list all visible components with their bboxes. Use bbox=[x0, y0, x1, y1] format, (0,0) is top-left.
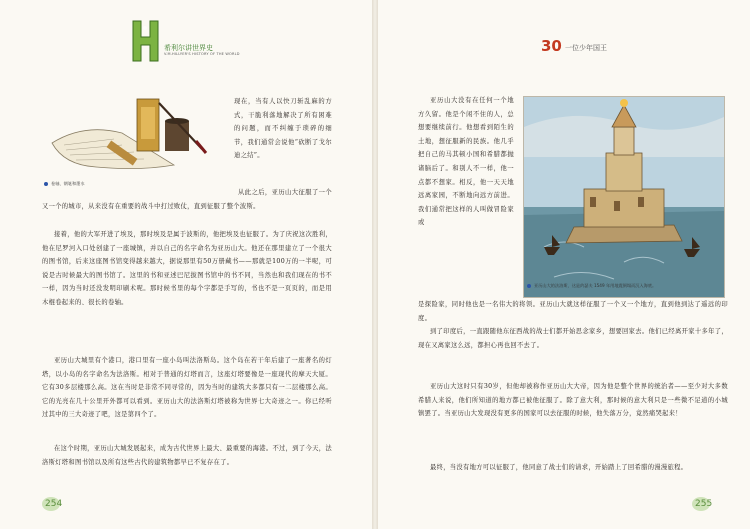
paragraph-3-right: 亚历山大这时只有30岁，但他却被称作亚历山大大帝，因为他是整个世界的统治者——至少对大多数希腊人来说，他们所知道的地方都已被他征服了。除了意大利，那时候的意大利只是一些微不足道的小城镇罢了。当亚历山大发现没有更多的国家可以去征服的时候，他失落万分，竟然痛哭起来！ bbox=[418, 383, 728, 418]
page-number-right: 255 bbox=[695, 499, 713, 509]
series-title: 希利尔讲世界史 bbox=[164, 44, 213, 52]
page-number-left: 254 bbox=[45, 499, 63, 509]
lighthouse-painting bbox=[523, 96, 725, 298]
caption-bullet-icon bbox=[527, 284, 531, 288]
right-page bbox=[378, 0, 750, 529]
chapter-number: 30 bbox=[541, 37, 562, 55]
paragraph-4: 在这个时期，亚历山大城发展起来，成为古代世界上最大、最重要的海港。不过，到了今天，法洛斯灯塔和图书馆以及所有这些古代的建筑物都早已不复存在了。 bbox=[42, 445, 332, 466]
series-logo-h-icon bbox=[131, 19, 161, 63]
paragraph-4-right: 最终，当没有地方可以征服了，他同意了战士们的请求，开始踏上了回希腊的漫漫旅程。 bbox=[430, 464, 688, 471]
paragraph-1-right: 是探险家，同时他也是一名伟大的将领。亚历山大就这样征服了一个又一个地方，直到他到达了遥远的印度。 bbox=[418, 301, 728, 322]
chapter-title: 一位少年国王 bbox=[565, 44, 607, 52]
series-subtitle: V.M.HILLYER'S HISTORY OF THE WORLD bbox=[164, 52, 240, 56]
paragraph-2: 接着，他的大军开进了埃及，那时埃及是属于波斯的，他把埃及也征服了。为了庆祝这次胜利，他在尼罗河入口处创建了一座城镇，并以自己的名字命名为亚历山大。他还在那里建立了一个很大的图书馆，后来这座图书馆变得越来越大，据说那里有50万册藏书——那就是100万的一半呢，可说是古时候最大的图书馆了。这里的书和亚述巴尼拔图书馆中的书不同，当然也和我们现在的书不一样，因为当时还没发明印刷术呢。那时候书里的每个字都是手写的，书也不是一页页的，而是用木棍卷起来的、很长的卷轴。 bbox=[42, 231, 332, 306]
scroll-pen-ink-illustration bbox=[44, 95, 224, 185]
paragraph-2-right: 到了印度后，一直跟随他东征西战的战士们都开始思念家乡，想要回家去。他们已经离开家十多年了，现在又离家这么远，都担心再也回不去了。 bbox=[418, 328, 728, 349]
paragraph-3: 亚历山大城里有个港口，港口里有一座小岛叫法洛斯岛。这个岛在若干年后建了一座著名的灯塔，以小岛的名字命名为法洛斯。相对于普通的灯塔而言，这座灯塔要像是一座现代的摩天大厦。它有30多层楼那么高。这在当时是非常不同寻常的，因为当时的建筑大多都只有一二层楼那么高。它的光亮在几十公里开外都可以看到。亚历山大的法洛斯灯塔被称为世界七大奇迹之一。你已经听过其中的三大奇迹了吧，这是第四个了。 bbox=[42, 357, 332, 419]
paragraph-intro: 现在，当有人以快刀斩乱麻的方式，干脆利落地解决了所有困难的问题，而不纠缠于琐碎的细节，我们通常会说他“砍断了戈尔迪之结”。 bbox=[234, 98, 332, 160]
left-page bbox=[0, 0, 372, 529]
photo-caption: 亚历山大的法洛斯，这是约瑟夫 1549 年用地震倒塌而沉入海底。 bbox=[527, 283, 656, 289]
paragraph-intro-right: 亚历山大没有在任何一个地方久留。他是个闲不住的人，总想要继续前行。他想看到陌生的土地，想征服新的民族。他几乎把自己的马其顿小国和希腊都抛诸脑后了。和别人不一样，他一点都不想家。相反，他一天天地远离家园，不断地向远方前进。我们通常把这样的人叫做冒险家或 bbox=[418, 97, 514, 227]
paragraph-1: 从此之后，亚历山大征服了一个又一个的城市，从来没有在重要的战斗中打过败仗，直到征服了整个波斯。 bbox=[42, 189, 332, 210]
figure-caption: 卷轴、钢笔和墨水 bbox=[44, 181, 85, 187]
